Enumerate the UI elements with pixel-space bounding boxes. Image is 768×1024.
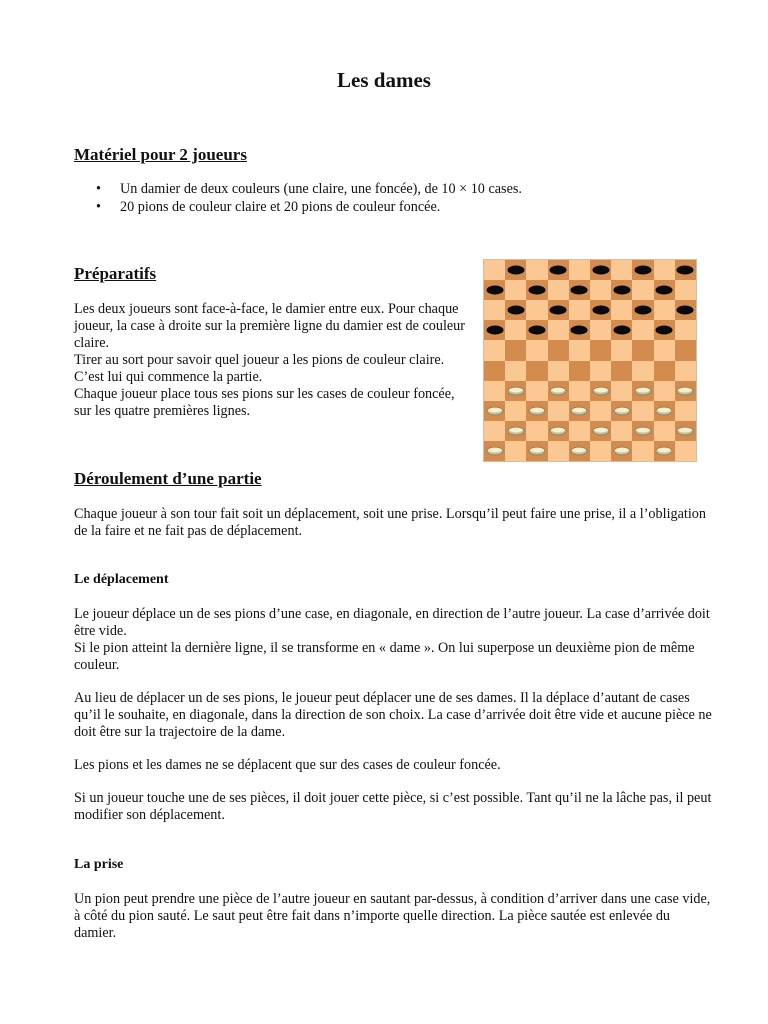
list-item-text: Un damier de deux couleurs (une claire, une foncée), de 10 × 10 cases. (120, 181, 522, 197)
light-square (526, 421, 547, 441)
light-square (632, 441, 653, 461)
light-square (548, 401, 569, 421)
black-piece-icon (613, 286, 630, 295)
materiel-list (74, 181, 522, 216)
white-piece-icon (613, 406, 630, 415)
light-square (611, 260, 632, 280)
dark-square (484, 361, 505, 381)
white-piece-icon (550, 426, 567, 435)
dark-square (548, 381, 569, 401)
dark-square (654, 401, 675, 421)
dark-square (611, 280, 632, 300)
dark-square (654, 320, 675, 340)
dark-square (675, 340, 696, 360)
checkerboard-image (483, 259, 697, 462)
light-square (526, 381, 547, 401)
heading-deroulement: Déroulement d’une partie (74, 469, 262, 488)
dark-square (569, 401, 590, 421)
white-piece-icon (677, 426, 694, 435)
dark-square (569, 361, 590, 381)
white-piece-icon (634, 426, 651, 435)
light-square (675, 441, 696, 461)
light-square (590, 401, 611, 421)
light-square (484, 421, 505, 441)
heading-preparatifs: Préparatifs (74, 264, 157, 283)
white-piece-icon (613, 446, 630, 455)
white-piece-icon (571, 446, 588, 455)
dark-square (569, 280, 590, 300)
dark-square (505, 381, 526, 401)
white-piece-icon (528, 406, 545, 415)
light-square (611, 381, 632, 401)
black-piece-icon (592, 306, 609, 315)
dark-square (632, 300, 653, 320)
dark-square (611, 441, 632, 461)
black-piece-icon (507, 306, 524, 315)
dark-square (526, 280, 547, 300)
light-square (569, 300, 590, 320)
black-piece-icon (550, 266, 567, 275)
black-piece-icon (486, 286, 503, 295)
dark-square (569, 441, 590, 461)
black-piece-icon (486, 326, 503, 335)
black-piece-icon (613, 326, 630, 335)
list-item-text: 20 pions de couleur claire et 20 pions de couleur foncée. (120, 198, 441, 215)
deplacement-paragraph-2: Au lieu de déplacer un de ses pions, le joueur peut déplacer une de ses dames. Il la déplace d’autant de cases qu’il le souhaite, en diagonale, dans la direction de son choix. La case d’arrivée doit être vide et aucune pièce ne doit être sur la trajectoire de la dame. (74, 690, 712, 740)
black-piece-icon (528, 326, 545, 335)
black-piece-icon (634, 266, 651, 275)
dark-square (505, 421, 526, 441)
dark-square (590, 260, 611, 280)
dark-square (526, 441, 547, 461)
white-piece-icon (677, 386, 694, 395)
dark-square (569, 320, 590, 340)
dark-square (611, 361, 632, 381)
heading-deplacement: Le déplacement (74, 572, 169, 587)
deplacement-paragraph-4: Si un joueur touche une de ses pièces, il doit jouer cette pièce, si c’est possible. Tant qu’il ne la lâche pas, il peut modifier son déplacement. (74, 790, 712, 823)
dark-square (548, 300, 569, 320)
light-square (548, 361, 569, 381)
dark-square (654, 361, 675, 381)
black-piece-icon (528, 286, 545, 295)
light-square (505, 320, 526, 340)
dark-square (590, 340, 611, 360)
light-square (654, 421, 675, 441)
dark-square (505, 340, 526, 360)
dark-square (590, 421, 611, 441)
white-piece-icon (571, 406, 588, 415)
light-square (526, 340, 547, 360)
dark-square (675, 260, 696, 280)
bullet-icon: • (96, 198, 101, 215)
white-piece-icon (656, 406, 673, 415)
black-piece-icon (677, 306, 694, 315)
light-square (590, 441, 611, 461)
light-square (632, 361, 653, 381)
light-square (505, 401, 526, 421)
light-square (632, 320, 653, 340)
white-piece-icon (656, 446, 673, 455)
dark-square (484, 441, 505, 461)
light-square (569, 260, 590, 280)
light-square (505, 361, 526, 381)
white-piece-icon (507, 386, 524, 395)
light-square (526, 300, 547, 320)
light-square (569, 421, 590, 441)
light-square (675, 361, 696, 381)
light-square (675, 280, 696, 300)
light-square (590, 280, 611, 300)
light-square (526, 260, 547, 280)
black-piece-icon (656, 286, 673, 295)
dark-square (675, 300, 696, 320)
light-square (654, 340, 675, 360)
dark-square (484, 401, 505, 421)
heading-prise: La prise (74, 857, 124, 872)
light-square (569, 381, 590, 401)
dark-square (548, 260, 569, 280)
dark-square (632, 340, 653, 360)
light-square (654, 260, 675, 280)
light-square (548, 320, 569, 340)
light-square (505, 441, 526, 461)
light-square (548, 280, 569, 300)
light-square (590, 320, 611, 340)
black-piece-icon (550, 306, 567, 315)
light-square (569, 340, 590, 360)
white-piece-icon (486, 406, 503, 415)
light-square (654, 300, 675, 320)
black-piece-icon (507, 266, 524, 275)
list-item (74, 199, 522, 217)
dark-square (611, 401, 632, 421)
dark-square (484, 320, 505, 340)
light-square (548, 441, 569, 461)
list-item (74, 181, 522, 199)
dark-square (505, 300, 526, 320)
heading-materiel: Matériel pour 2 joueurs (74, 145, 247, 164)
white-piece-icon (550, 386, 567, 395)
dark-square (632, 381, 653, 401)
white-piece-icon (507, 426, 524, 435)
light-square (654, 381, 675, 401)
deplacement-paragraph-1: Le joueur déplace un de ses pions d’une case, en diagonale, en direction de l’autre joueur. La case d’arrivée doit être vide. Si le pion atteint la dernière ligne, il se transforme en « dame ». On lui superpose un deuxième pion de même couleur. (74, 606, 710, 673)
light-square (484, 340, 505, 360)
white-piece-icon (634, 386, 651, 395)
dark-square (675, 381, 696, 401)
light-square (611, 421, 632, 441)
dark-square (526, 361, 547, 381)
light-square (590, 361, 611, 381)
page-title: Les dames (337, 68, 431, 92)
deplacement-paragraph-3: Les pions et les dames ne se déplacent que sur des cases de couleur foncée. (74, 757, 501, 773)
prise-paragraph: Un pion peut prendre une pièce de l’autre joueur en sautant par-dessus, à condition d’arriver dans une case vide, à côté du pion sauté. Le saut peut être fait dans n’importe quelle direction. La pièce sautée est enlevée du damier. (74, 891, 711, 941)
light-square (484, 381, 505, 401)
light-square (632, 280, 653, 300)
light-square (675, 401, 696, 421)
dark-square (526, 401, 547, 421)
light-square (611, 340, 632, 360)
light-square (484, 260, 505, 280)
black-piece-icon (677, 266, 694, 275)
dark-square (611, 320, 632, 340)
white-piece-icon (592, 426, 609, 435)
dark-square (505, 260, 526, 280)
preparatifs-paragraph: Les deux joueurs sont face-à-face, le damier entre eux. Pour chaque joueur, la case à droite sur la première ligne du damier est de couleur claire. Tirer au sort pour savoir quel joueur a les pions de couleur claire. C’est lui qui commence la partie. Chaque joueur place tous ses pions sur les cases de couleur foncée, sur les quatre premières lignes. (74, 301, 466, 419)
light-square (632, 401, 653, 421)
dark-square (484, 280, 505, 300)
bullet-icon: • (96, 181, 101, 197)
light-square (484, 300, 505, 320)
black-piece-icon (571, 286, 588, 295)
black-piece-icon (634, 306, 651, 315)
black-piece-icon (656, 326, 673, 335)
dark-square (590, 300, 611, 320)
white-piece-icon (486, 446, 503, 455)
black-piece-icon (592, 266, 609, 275)
light-square (611, 300, 632, 320)
dark-square (548, 340, 569, 360)
dark-square (548, 421, 569, 441)
white-piece-icon (528, 446, 545, 455)
dark-square (526, 320, 547, 340)
white-piece-icon (592, 386, 609, 395)
light-square (505, 280, 526, 300)
dark-square (632, 421, 653, 441)
dark-square (654, 280, 675, 300)
dark-square (675, 421, 696, 441)
dark-square (632, 260, 653, 280)
dark-square (590, 381, 611, 401)
black-piece-icon (571, 326, 588, 335)
light-square (675, 320, 696, 340)
deroulement-intro: Chaque joueur à son tour fait soit un déplacement, soit une prise. Lorsqu’il peut faire une prise, il a l’obligation de la faire et ne fait pas de déplacement. (74, 506, 706, 539)
dark-square (654, 441, 675, 461)
